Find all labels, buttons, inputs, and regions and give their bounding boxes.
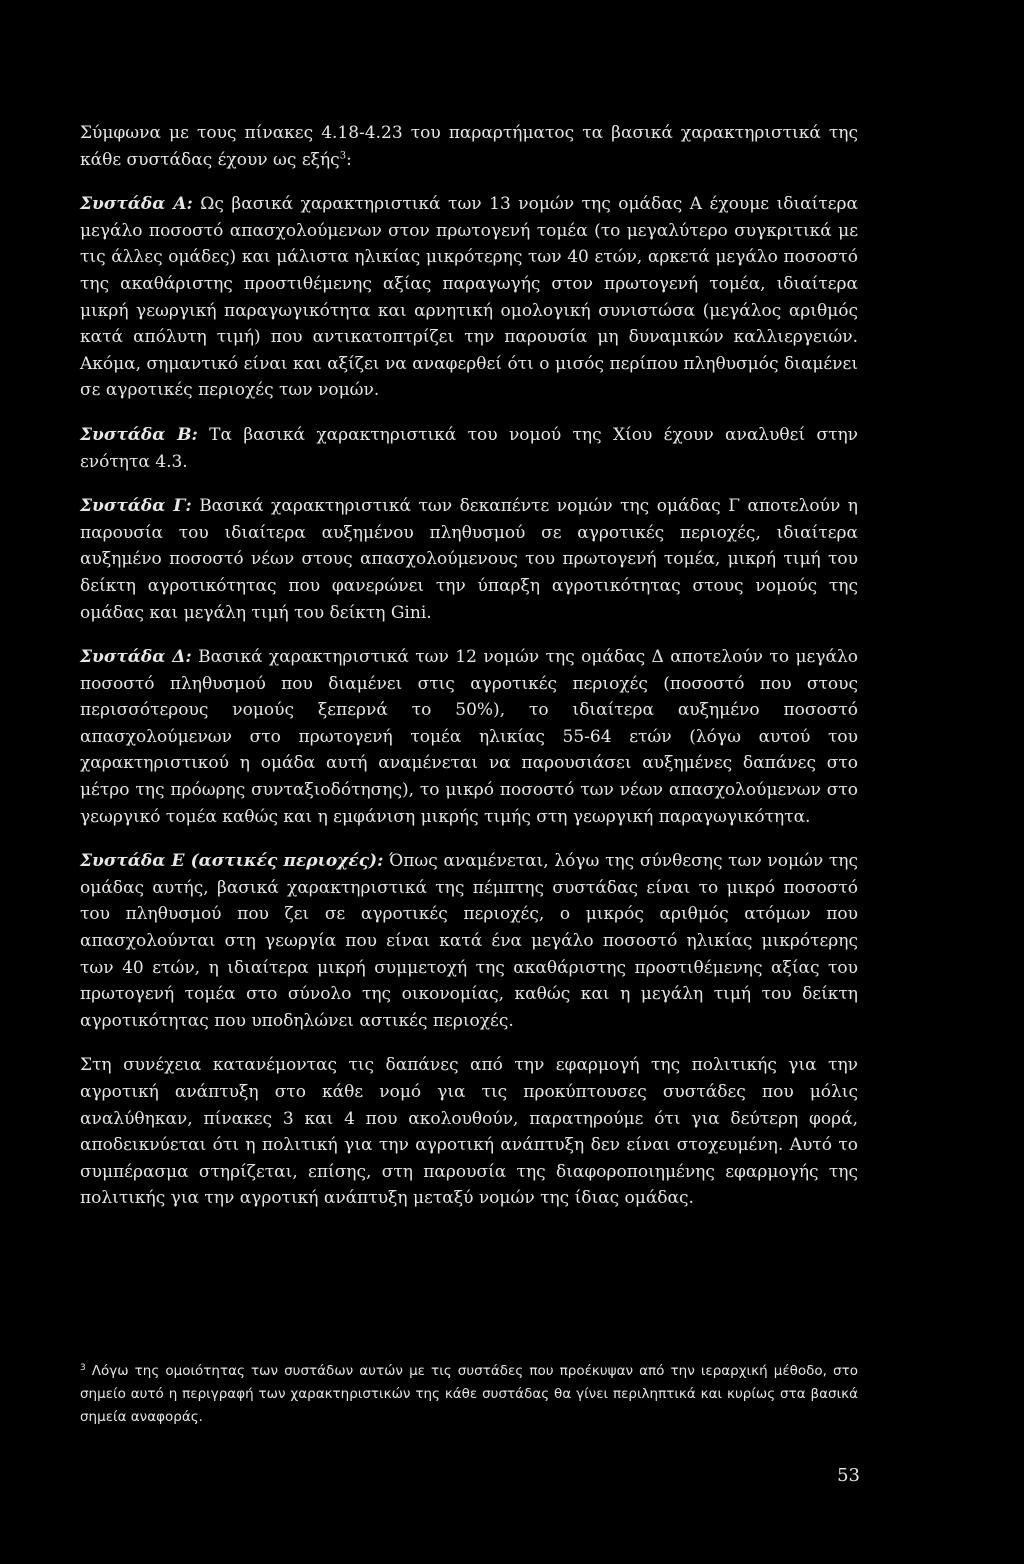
cluster-c-text: Βασικά χαρακτηριστικά των δεκαπέντε νομών της ομάδας Γ αποτελούν η παρουσία του ιδιαίτερα αυξημένου πληθυσμού σε αγροτικές περιοχές, ιδιαίτερα αυξημένο ποσοστό νέων στους απασχολούμενους του πρωτογενή τομέα, μικρή τιμή του δείκτη αγροτικότητας που φανερώνει την ύπαρξη αγροτικότητας στους νομούς της ομάδας και μεγάλη τιμή του δείκτη Gini. <box>80 496 858 623</box>
cluster-e-heading: Συστάδα Ε (αστικές περιοχές): <box>80 851 384 872</box>
cluster-e-paragraph <box>80 848 858 1034</box>
cluster-e-text: Όπως αναμένεται, λόγω της σύνθεσης των νομών της ομάδας αυτής, βασικά χαρακτηριστικά της πέμπτης συστάδας είναι το μικρό ποσοστό του πληθυσμού που ζει σε αγροτικές περιοχές, ο μικρός αριθμός ατόμων που απασχολούνται στη γεωργία που είναι κατά ένα μεγάλο ποσοστό ηλικίας μικρότερης των 40 ετών, η ιδιαίτερα μικρή συμμετοχή της ακαθάριστης προστιθέμενης αξίας του πρωτογενή τομέα στο σύνολο της οικονομίας, καθώς και η μεγάλη τιμή του δείκτη αγροτικότητας που υποδηλώνει αστικές περιοχές. <box>80 851 858 1031</box>
cluster-c-heading: Συστάδα Γ: <box>80 496 192 517</box>
cluster-d-paragraph <box>80 644 858 830</box>
footnote <box>80 1360 858 1429</box>
cluster-d-text: Βασικά χαρακτηριστικά των 12 νομών της ομάδας Δ αποτελούν το μεγάλο ποσοστό πληθυσμού που διαμένει στις αγροτικές περιοχές (ποσοστό που στους περισσότερους νομούς ξεπερνά το 50%), το ιδιαίτερα αυξημένο ποσοστό απασχολούμενων στο πρωτογενή τομέα ηλικίας 55-64 ετών (λόγω αυτού του χαρακτηριστικού η ομάδα αυτή αναμένεται να παρουσιάσει αυξημένες δαπάνες στο μέτρο της πρόωρης συνταξιοδότησης), το μικρό ποσοστό των νέων απασχολούμενων στο γεωργικό τομέα καθώς και η εμφάνιση μικρής τιμής στη γεωργική παραγωγικότητα. <box>80 647 859 827</box>
cluster-a-paragraph <box>80 191 858 404</box>
intro-text: Σύμφωνα με τους πίνακες 4.18-4.23 του παραρτήματος τα βασικά χαρακτηριστικά της κάθε συστάδας έχουν ως εξής <box>80 123 858 170</box>
intro-paragraph <box>80 120 858 173</box>
cluster-b-text: Τα βασικά χαρακτηριστικά του νομού της Χίου έχουν αναλυθεί στην ενότητα 4.3. <box>80 424 859 472</box>
intro-suffix: : <box>346 149 352 170</box>
cluster-d-heading: Συστάδα Δ: <box>80 647 192 668</box>
footnote-text: Λόγω της ομοιότητας των συστάδων αυτών με τις συστάδες που προέκυψαν από την ιεραρχική μέθοδο, στο σημείο αυτό η περιγραφή των χαρακτηριστικών της κάθε συστάδας θα γίνει περιληπτικά και κυρίως στα βασικά σημεία αναφοράς. <box>80 1363 858 1425</box>
cluster-b-paragraph <box>80 422 858 475</box>
footnote-reference: 3 <box>339 149 347 161</box>
cluster-a-text: Ως βασικά χαρακτηριστικά των 13 νομών της ομάδας Α έχουμε ιδιαίτερα μεγάλο ποσοστό απασχολούμενων στον πρωτογενή τομέα (το μεγαλύτερο συγκριτικά με τις άλλες ομάδες) και μάλιστα ηλικίας μικρότερης των 40 ετών, αρκετά μεγάλο ποσοστό της ακαθάριστης προστιθέμενης αξίας παραγωγής στον πρωτογενή τομέα, ιδιαίτερα μικρή γεωργική παραγωγικότητα και αρνητική ομολογική συνιστώσα (μεγάλος αριθμός κατά απόλυτη τιμή) που αντικατοπτρίζει την παρουσία μη δυναμικών καλλιεργειών. Ακόμα, σημαντικό είναι και αξίζει να αναφερθεί ότι ο μισός περίπου πληθυσμός διαμένει σε αγροτικές περιοχές των νομών. <box>80 194 858 401</box>
conclusion-paragraph: Στη συνέχεια κατανέμοντας τις δαπάνες από την εφαρμογή της πολιτικής για την αγροτική ανάπτυξη στο κάθε νομό για τις προκύπτουσες συστάδες που μόλις αναλύθηκαν, πίνακες 3 και 4 που ακολουθούν, παρατηρούμε ότι για δεύτερη φορά, αποδεικνύεται ότι η πολιτική για την αγροτική ανάπτυξη δεν είναι στοχευμένη. Αυτό το συμπέρασμα στηρίζεται, επίσης, στη παρουσία της διαφοροποιημένης εφαρμογής της πολιτικής για την αγροτική ανάπτυξη μεταξύ νομών της ίδιας ομάδας. <box>80 1055 858 1209</box>
cluster-a-heading: Συστάδα Α: <box>80 194 193 215</box>
cluster-c-paragraph <box>80 493 858 626</box>
page-number: 53 <box>837 1465 860 1486</box>
footnote-marker: 3 <box>80 1362 86 1373</box>
document-body <box>80 120 858 1230</box>
cluster-b-heading: Συστάδα Β: <box>80 424 198 445</box>
